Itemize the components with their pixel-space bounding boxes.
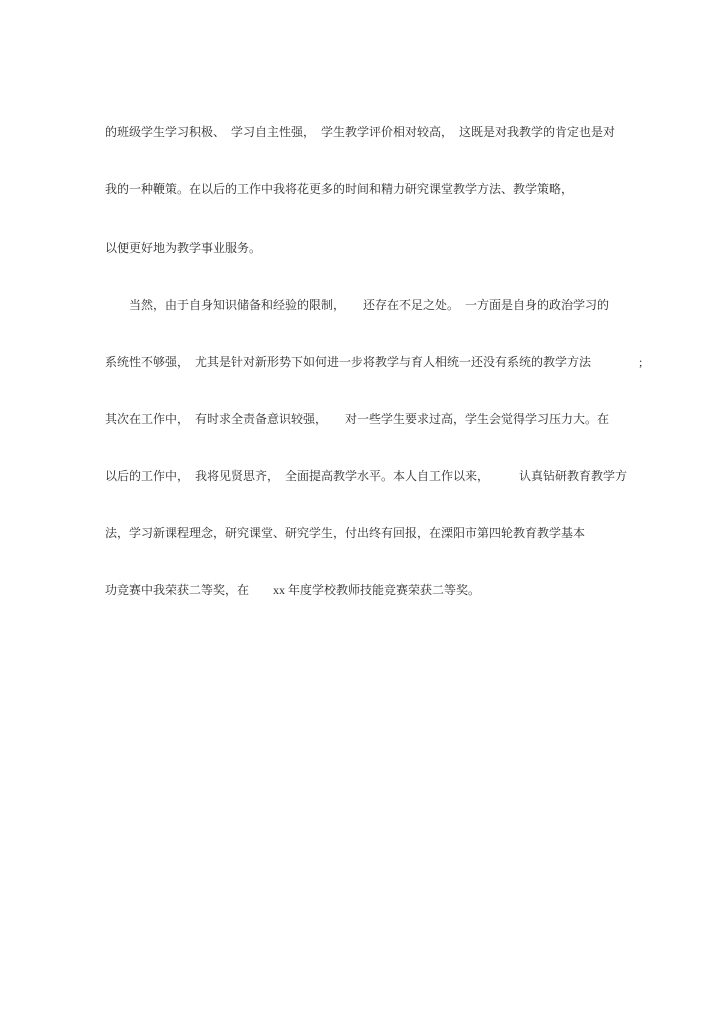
text-line: 的班级学生学习积极、 学习自主性强， 学生教学评价相对较高， 这既是对我教学的肯定也是对 bbox=[105, 125, 616, 139]
text-line: 功竞赛中我荣获二等奖，在 xx 年度学校教师技能竞赛荣获二等奖。 bbox=[105, 583, 481, 597]
text-line: 法，学习新课程理念，研究课堂、研究学生，付出终有回报，在溧阳市第四轮教育教学基本 bbox=[105, 526, 586, 540]
text-line: 其次在工作中， 有时求全责备意识较强， 对一些学生要求过高，学生会觉得学习压力大。在 bbox=[105, 412, 610, 426]
text-line: 系统性不够强， 尤其是针对新形势下如何进一步将教学与育人相统一还没有系统的教学方法 ; bbox=[105, 355, 643, 369]
text-line: 以便更好地为教学事业服务。 bbox=[105, 241, 262, 255]
text-line: 以后的工作中， 我将见贤思齐， 全面提高教学水平。本人自工作以来， 认真钻研教育教学方 bbox=[105, 469, 628, 483]
text-line: 当然，由于自身知识储备和经验的限制， 还存在不足之处。 一方面是自身的政治学习的 bbox=[105, 298, 610, 312]
document-text-block bbox=[105, 85, 645, 638]
text-line: 我的一种鞭策。在以后的工作中我将花更多的时间和精力研究课堂教学方法、教学策略， bbox=[105, 182, 574, 196]
